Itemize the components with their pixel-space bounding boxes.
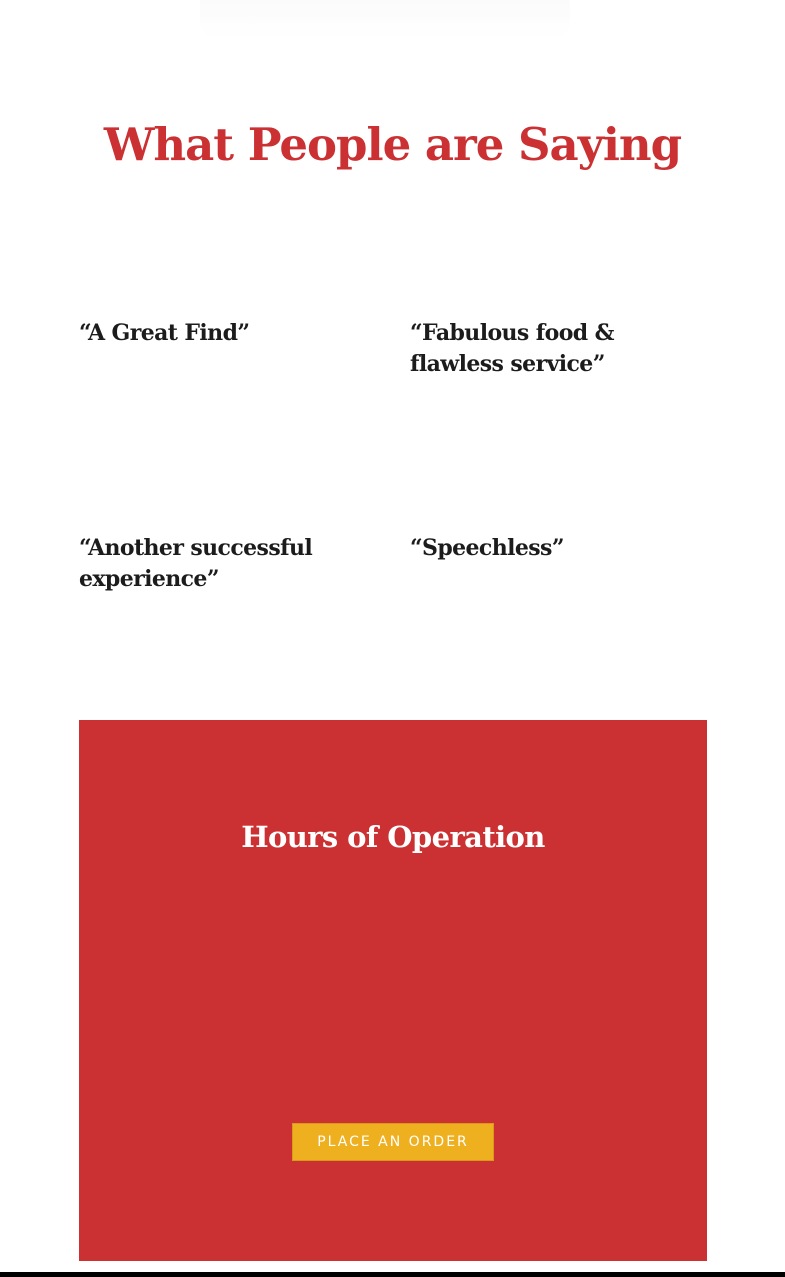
testimonial-quote-3: “Another successful experience” [79, 535, 313, 592]
testimonials-title: What People are Saying [103, 118, 682, 171]
place-order-button[interactable]: PLACE AN ORDER [292, 1123, 494, 1161]
hours-title: Hours of Operation [241, 820, 545, 854]
hours-of-operation-panel [79, 720, 707, 1261]
testimonial-quote-2: “Fabulous food & flawless service” [410, 320, 614, 377]
bottom-bar [0, 1272, 785, 1277]
testimonial-quote-1: “A Great Find” [79, 320, 250, 346]
header-fade-decoration [200, 0, 570, 40]
testimonial-quote-4: “Speechless” [410, 535, 564, 561]
